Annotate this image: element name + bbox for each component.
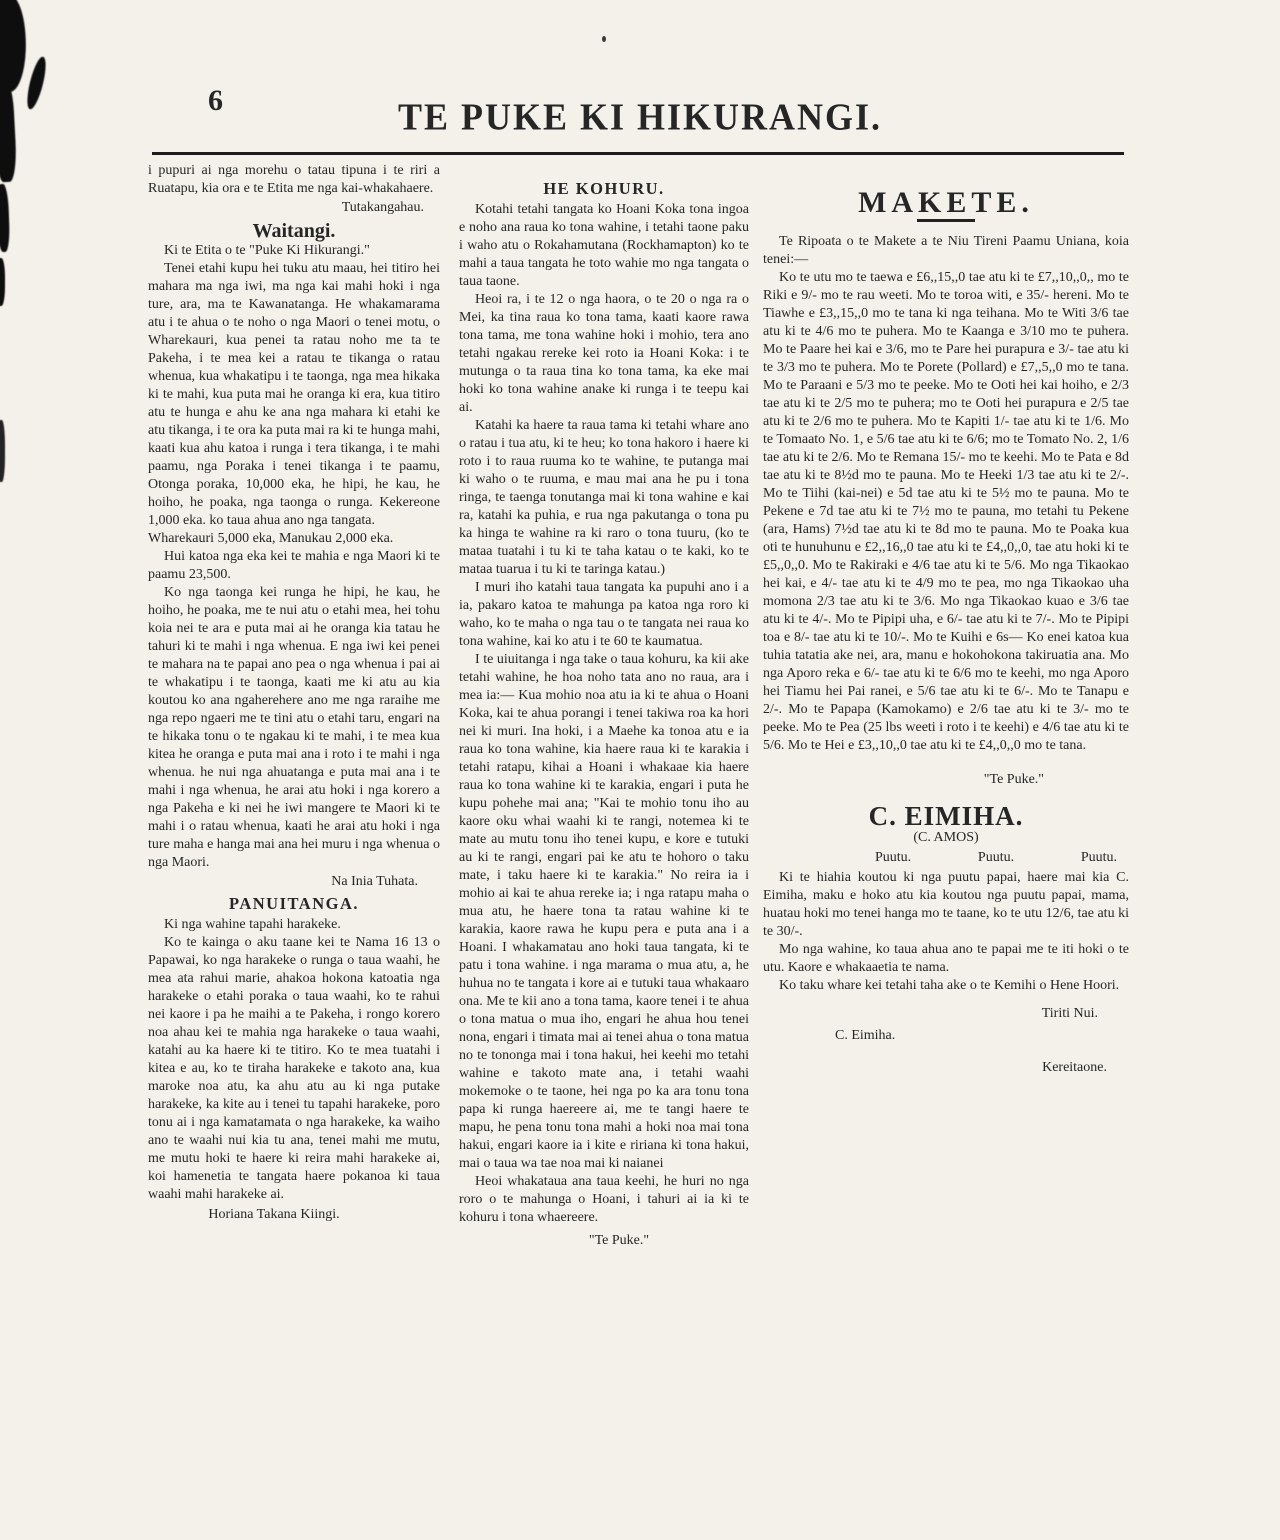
kohuru-paragraph-2: Heoi ra, i te 12 o nga haora, o te 20 o nga ra o Mei, ka tina raua ko tona tama, kaati kaore rawa tona tama, me tona wahine hoki i mohio, tera ano tetahi ngakau rereke kei roto ia Hoani Koka: i te mutunga o ta raua tina ko tona tama, ka eke mai hoki ko tona wahine anake ki runga i te teepu kai ai. [459,292,749,415]
kohuru-paragraph-6: Heoi whakataua ana taua keehi, he huri no nga roro o te mahunga o Hoani, i tahuri ai ia ki te kohuru i tona whaereere. [459,1174,749,1225]
heading-rule [917,219,975,222]
puutu-line [763,847,1129,869]
waitangi-paragraph-3: Hui katoa nga eka kei te mahia e nga Maori ki te paamu 23,500. [148,549,440,582]
kohuru-paragraph-3: Katahi ka haere ta raua tama ki tetahi whare ano o ratau i tua atu, ki te heu; ko tona hakoro i haere ki roto i to raua ruuma ko te wahine, te putanga mai ki waho o te ruuma, e mau mai ana he pu i tona ringa, te taenga tonutanga mai ki tona wahine e kai ra, katahi ka puhia, e rua nga pakutanga o tona pu ka hinga te wahine ra ki raro o tona tuuru, (ko te mataa tuatahi i tu ki te taha katau o te kaki, ko te mataa tuarua i tu ki te taringa katau.) [459,418,749,577]
column-1 [148,162,440,1225]
carryover-paragraph: i pupuri ai nga morehu o tatau tipuna i te riri a Ruatapu, kia ora e te Etita me nga kai-whakahaere. [148,163,440,196]
advert-subheading-c-amos: (C. AMOS) [913,830,979,845]
puutu-word: Puutu. [875,850,912,865]
column-2 [459,176,749,1251]
signature-te-puke: "Te Puke." [983,772,1044,787]
signature-te-puke: "Te Puke." [588,1233,650,1248]
panuitanga-salutation: Ki nga wahine tapahi harakeke. [164,917,341,932]
waitangi-paragraph-2: Wharekauri 5,000 eka, Manukau 2,000 eka. [148,531,394,546]
ink-smudge [0,82,18,183]
ink-speck [602,36,606,42]
signature-horiana: Horiana Takana Kiingi. [208,1207,340,1222]
waitangi-salutation: Ki te Etita o te "Puke Ki Hikurangi." [164,243,370,258]
kohuru-paragraph-5: I te uiuitanga i nga take o taua kohuru, ka kii ake tetahi wahine, he hoa noho tata ano no raua, ara i mea ia:— Kua mohio noa atu ia ki te ahua o Hoani Koka, kai te ahua porangi i tenei takiwa roa ka hori nei ki muri. Ina hoki, i a Maehe ka tonoa atu e ia raua ko tona wahine, kia haere raua ki te karakia i tetahi ratapu, kihai a Hoani i whakaae kia haere raua ko tona wahine ki te karakia, engari i puta he kupu pohehe mai ana; "Kai te mohio tonu iho au kaore oku whai waahi ki te rangi, notemea ki te mate au mutu tonu iho tenei kupu, e kore e tutuki au ki te rangi, engari pai ke atu te hohoro o taku mate, i taku haere ki te karakia." No reira ia i mohio ai kai te ahua rereke ia; i nga ratapu maha o mua atu, he haere tona ta ratau wahine ki te karakia, kaore rawa he kupu pera e puta ana i a Hoani. I whakamatau ano hoki taua tangata, ki te patu i tona wahine. i nga marama o mua atu, a, he huhua no te tangata i kore ai e tutuki taua whakaaro ona. Me te kii ano a tona tama, kaore tenei i te ahua o tona matua o mua iho, engari he ahua hou tenei nona, engari i timata mai ai tenei ahua o tona matua no te tononga mai i tona hakui, hei keehi mo tetahi wahine e takoto mate ana, i tetahi waahi mokemoke o te taone, hei nga po ka ara tonu tona papa ki runga haereere ai, me te tangi haere te mapu, he pena tonu tona mahi a hoki noa mai tona hakui, engari kaore ia i kite e ririana ki tona hakui, mai o taua wa tae noa mai ki naianei [459,652,749,1171]
advert-heading-c-eimiha: C. EIMIHA. [868,801,1024,831]
ink-smudge [0,420,5,482]
kohuru-paragraph-4: I muri iho katahi taua tangata ka pupuhi ano i a ia, pakaro katoa te mahunga pa katoa nga roro ki waho, ko te maha o nga tau o te tangata nei raua ko tona wahine, kai ko atu i te 60 te kaumatua. [459,580,749,649]
column-3 [763,186,1129,1078]
signature-tutakangahau: Tutakangahau. [341,200,424,215]
page-number: 6 [208,84,223,117]
article-heading-panuitanga: PANUITANGA. [228,894,359,913]
panuitanga-paragraph-1: Ko te kainga o aku taane kei te Nama 16 13 o Papawai, ko nga harakeke o runga o taua waahi, he mea ata rahui marie, ahakoa hokona katoatia nga harakeke o etahi poraka o taua waahi, ko te rahui nei kaore i pa he maihi a te Pakeha, i rongo korero noa ahau kei te mahia nga harakeke o taua waahi, katahi au ka haere ki te titiro. Ko te mea tuatahi i kitea e au, ko te tiraha harakeke e takoto ana, kua maroke noa atu, ka ahu atu au ki nga putake harakeke, ka kite au i tenei tu tapahi harakeke, poro tonu ai i nga kamatamata o nga harakeke, ka waiho ano te waahi nui kia tu ana, tenei mahi me mutu, me mutu hoki te haere ki reira mahi harakeke ai, koi hamenetia te tangata haere pokanoa ki taua waahi mahi harakeke ai. [148,935,440,1202]
article-heading-waitangi: Waitangi. [252,220,336,242]
article-heading-he-kohuru: HE KOHURU. [543,179,665,198]
masthead-rule [152,152,1124,155]
signature-inia-tuhata: Na Inia Tuhata. [331,874,418,889]
makete-intro: Te Ripoata o te Makete a te Niu Tireni Paamu Uniana, koia tenei:— [763,234,1129,267]
puutu-word: Puutu. [977,850,1015,865]
ink-smudge [0,258,5,306]
signature-c-eimiha: C. Eimiha. [835,1028,896,1043]
advert-paragraph-1: Ki te hiahia koutou ki nga puutu papai, haere mai kia C. Eimiha, maku e hoko atu kia koutou nga puutu papai, mama, huatau hoki mo tenei hanga mo te taane, ko te utu 12/6, tae atu ki te 30/-. [763,870,1129,939]
advert-street: Tiriti Nui. [1041,1006,1098,1021]
waitangi-paragraph-1: Tenei etahi kupu hei tuku atu maau, hei titiro hei mahara ma nga iwi, ma nga kai mahi hoki i nga ture, ara, ma te Kawanatanga. He whakamarama atu i te ahua o te noho o nga Maori o tenei motu, o Wharekauri, kua penei ta ratau noho me ta te Pakeha, i te mea kei a ratau te tikanga o ratau whenua, kua whakatipu i te taonga, nga mea hikaka ki te mahi, kua puta mai he oranga ki era, kua titiro atu te hunga e ahu ke ana nga mahara ki etahi ke atu tikanga, i te ora ka puta mai ra ki te hunga mahi, kaati kua ahu katoa i runga i tera tikanga, i te mahi paamu, nga Poraka i tenei tikanga i te paamu, Otonga poraka, 10,000 eka, he hipi, he kau, he hoiho, he poaka, nga taonga o runga. Kekereone 1,000 eka. ko taua ahua ano nga tangata. [148,261,440,528]
makete-prices-paragraph: Ko te utu mo te taewa e £6,,15,,0 tae atu ki te £7,,10,,0,, mo te Riki e 9/- mo te rau weeti. Mo te toroa witi, e 35/- hereni. Mo te Tiawhe e £3,,15,,0 mo te tana ki nga teihana. Mo te Witi 3/6 tae atu ki te 4/6 mo te puhera. Mo te Kaanga e 3/10 mo te puhera. Mo te Paare hei kai e 3/6, mo te Pare hei purapura e 3/- tae atu ki te 3/3 mo te puhera. Mo te Porete (Pollard) e £7,,5,,0 mo te tana. Mo te Paraani e 5/3 mo te peeke. Mo te Ooti hei kai hoiho, e 2/3 tae atu ki te 2/5 mo te puhera; mo te Ooti hei purapura e 2/5 tae atu ki te 2/6 mo te puhera. Mo te Kapiti 1/- tae atu ki te 1/6. Mo te Tomaato No. 1, e 5/6 tae atu ki te 6/6; mo te Tomato No. 2, 1/6 tae atu ki te 2/6. Mo te Remana 15/- mo te keehi. Mo te Pata e 8d tae atu ki te 8½d mo te pauna. Mo te Heeki 1/3 tae atu ki te 2/-. Mo te Tiihi (kai-nei) e 5d tae atu ki te 5½ mo te pauna. Mo te Pekene e 7d tae atu ki te 7½ mo te pauna, mo tetahi tu Pekene (ara, Hams) 7½d tae atu ki te 8d mo te pauna. Mo te Poaka kua oti te hunuhunu e £2,,16,,0 tae atu ki te £4,,0,,0, tae atu hoki ki te £5,,0,,0. Mo te Rakiraki e 4/6 tae atu ki te 5/6. Mo nga Tikaokao hei kai, e 4/- tae atu ki te 4/9 mo te pea, mo nga Tikaokao uha momona 2/3 tae atu ki te 3/6. Mo nga Tikaokao kuao e 3/6 tae atu ki te 4/-. Mo te Pipipi uha, e 6/- tae atu ki te 7/-. Mo te Pipipi toa e 8/- tae atu ki te 10/-. Mo te Kuihi e 6s— Ko enei katoa kua tuhia tatatia ake nei, ara, manu e hokohokona takiruatia ana. Mo nga Aporo reka e 6/- tae atu ki te 6/6 mo te keehi, mo nga Aporo hei Tiamu hei Pai ranei, e 5/6 tae atu ki te 6/-. Mo te Tanapu e 2/-. Mo te Papapa (Kamokamo) e 2/6 tae atu ki te 3/- mo te peeke. Mo te Pea (25 lbs weeti i roto i te keehi) e 4/6 tae atu ki te 5/6. Mo te Hei e £3,,10,,0 tae atu ki te £4,,0,,0 mo te tana. [763,270,1129,753]
ink-smudge [0,0,28,93]
ink-smudge [0,184,10,252]
kohuru-paragraph-1: Kotahi tetahi tangata ko Hoani Koka tona ingoa e noho ana raua ko tona wahine, i tetahi taone paku i waho atu o Rokahamutana (Rockhamapton) ko te mahi a taua tangata he toto wahie mo nga tangata o taua taone. [459,202,749,289]
puutu-word: Puutu. [1080,850,1117,865]
article-heading-makete: MAKETE. [858,186,1034,219]
advert-paragraph-3: Ko taku whare kei tetahi taha ake o te Kemihi o Hene Hoori. [779,978,1120,993]
advert-town: Kereitaone. [1042,1060,1107,1075]
waitangi-paragraph-4: Ko nga taonga kei runga he hipi, he kau, he hoiho, he poaka, me te nui atu o etahi mea, hei tohu koia nei te ara e puta mai ai he oranga kia tatau he tahuri ki te mahi i nga whenua. E nga iwi kei penei te mahara na te papai ano pea o nga whenua i pai ai te whakatipu i te taonga, kaati me ki atu au kia koutou ko ana ngaherehere ano me nga raraihe me nga repo ngaeri me te tini atu o etahi taru, engari na te hikaka tonu o te ngakau ki te mahi, i te mea kua kitea he oranga e puta mai ana i roto i te mahi i nga whenua. he nui nga ahuatanga e puta mai ana i te mahi i nga whenua, he arai atu hoki i nga korero a nga Pakeha e ki nei he iwi mangere te Maori ki te mahi i o ratau whenua, kaati he arai atu hoki i nga ture maha e hanga mai ana hei muru i nga whenua o nga Maori. [148,585,440,870]
masthead-title: TE PUKE KI HIKURANGI. [397,96,883,138]
ink-smudge [24,55,50,111]
advert-paragraph-2: Mo nga wahine, ko taua ahua ano te papai me te iti hoki o te utu. Kaore e whakaaetia te nama. [763,942,1129,975]
